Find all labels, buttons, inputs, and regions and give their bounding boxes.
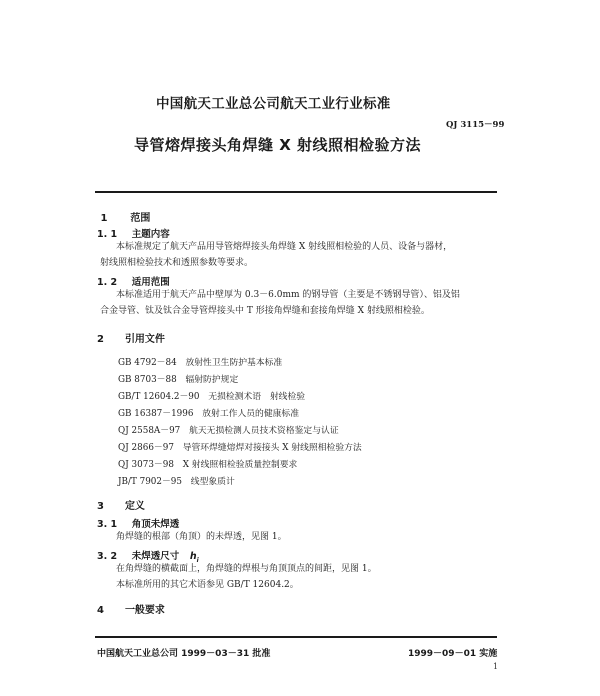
- section-1-2-line-1: 本标准适用于航天产品中壁厚为 0.3－6.0mm 的钢导管（主要是不锈钢导管）、铝及铝: [116, 290, 460, 300]
- section-1-title: 范围: [130, 213, 151, 224]
- section-3-2-heading: 3. 2 未焊透尺寸 $h_i$: [97, 551, 199, 564]
- reference-item: GB 16387－1996 放射工作人员的健康标准: [118, 409, 300, 419]
- reference-item: QJ 2866－97 导管环焊缝熔焊对接接头 X 射线照相检验方法: [118, 443, 362, 453]
- section-1-1-line-2: 射线照相检验技术和透照参数等要求。: [100, 258, 254, 268]
- page-number: 1: [493, 662, 499, 671]
- section-3-1-number: 3. 1: [97, 519, 118, 530]
- section-1-heading: [97, 209, 150, 224]
- reference-item: JB/T 7902－95 线型象质计: [118, 477, 235, 487]
- section-2-number: 2: [97, 334, 104, 345]
- section-1-1-number: 1. 1: [97, 229, 118, 240]
- section-1-1-title: 主题内容: [131, 229, 170, 240]
- header-divider: [95, 191, 497, 193]
- section-1-1-heading: [97, 226, 170, 240]
- symbol-h: h: [189, 551, 197, 562]
- section-3-2-line-1: 在角焊缝的横截面上，角焊缝的焊根与角顶顶点的间距，见图 1。: [116, 564, 377, 574]
- section-3-1-title: 角顶未焊透: [131, 519, 180, 530]
- reference-item: GB 4792－84 放射性卫生防护基本标准: [118, 358, 283, 368]
- approval-statement: 中国航天工业总公司 1999－03－31 批准: [97, 649, 271, 659]
- section-2-title: 引用文件: [124, 334, 165, 345]
- section-2-heading: [97, 330, 165, 345]
- section-1-1-line-1: 本标准规定了航天产品用导管熔焊接头角焊缝 X 射线照相检验的人员、设备与器材，: [116, 242, 453, 252]
- section-3-2-number: 3. 2: [97, 551, 118, 562]
- section-3-title: 定义: [124, 501, 145, 512]
- footer-divider: [95, 636, 497, 638]
- section-1-2-title: 适用范围: [131, 277, 170, 288]
- section-3-heading: [97, 497, 145, 512]
- section-1-2-number: 1. 2: [97, 277, 118, 288]
- reference-item: QJ 3073－98 X 射线照相检验质量控制要求: [118, 460, 298, 470]
- section-3-1-heading: [97, 516, 179, 530]
- section-3-2-line-2: 本标准所用的其它术语参见 GB/T 12604.2。: [116, 580, 299, 590]
- section-4-heading: [97, 601, 165, 616]
- reference-item: GB 8703－88 辐射防护规定: [118, 375, 239, 385]
- section-4-title: 一般要求: [124, 605, 165, 616]
- section-3-number: 3: [97, 501, 104, 512]
- document-title: 导管熔焊接头角焊缝 X 射线照相检验方法: [134, 136, 422, 154]
- organization-standard-title: 中国航天工业总公司航天工业行业标准: [156, 96, 391, 112]
- section-4-number: 4: [97, 605, 104, 616]
- section-3-2-title: 未焊透尺寸: [131, 551, 180, 562]
- section-3-1-line-1: 角焊缝的根部（角顶）的未焊透，见图 1。: [116, 532, 287, 542]
- reference-item: QJ 2558A－97 航天无损检测人员技术资格鉴定与认证: [118, 426, 339, 436]
- reference-item: GB/T 12604.2－90 无损检测术语 射线检验: [118, 392, 306, 402]
- section-1-2-heading: [97, 274, 170, 288]
- standard-code: QJ 3115－99: [446, 120, 505, 130]
- section-1-2-line-2: 合金导管、钛及钛合金导管焊接头中 T 形接角焊缝和套接角焊缝 X 射线照相检验。: [100, 306, 430, 316]
- effective-date: 1999－09－01 实施: [408, 649, 498, 659]
- section-1-number: 1: [100, 213, 108, 224]
